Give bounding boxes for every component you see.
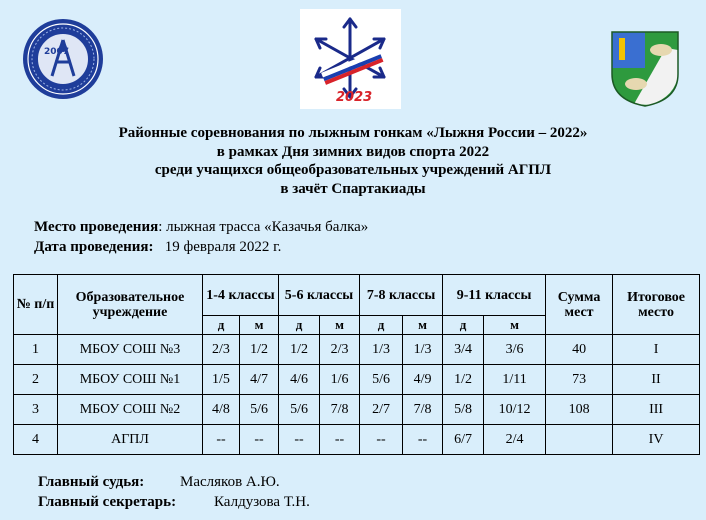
subheader-girls: д: [443, 316, 484, 335]
header-grades-9-11: 9-11 классы: [443, 275, 546, 316]
subheader-boys: м: [403, 316, 443, 335]
result-cell: --: [203, 425, 240, 455]
result-cell: 1/6: [320, 365, 360, 395]
result-cell: --: [403, 425, 443, 455]
table-row: [14, 395, 700, 425]
row-final-place: IV: [613, 425, 700, 455]
result-cell: 2/3: [320, 335, 360, 365]
result-cell: 7/8: [403, 395, 443, 425]
district-coat-of-arms-icon: [606, 28, 684, 108]
result-cell: 5/6: [240, 395, 279, 425]
svg-text:2007: 2007: [44, 47, 70, 57]
row-school: МБОУ СОШ №3: [58, 335, 203, 365]
venue-label: Место проведения: [34, 219, 159, 235]
date-info: [34, 239, 281, 256]
result-cell: 7/8: [320, 395, 360, 425]
result-cell: 4/9: [403, 365, 443, 395]
row-number: 3: [14, 395, 58, 425]
subheader-girls: д: [279, 316, 320, 335]
chief-secretary-name: Калдузова Т.Н.: [214, 494, 310, 510]
table-row: [14, 365, 700, 395]
result-cell: 2/4: [484, 425, 546, 455]
date-value: 19 февраля 2022 г.: [164, 239, 282, 255]
table-row: [14, 425, 700, 455]
result-cell: 3/4: [443, 335, 484, 365]
header-number: № п/п: [14, 275, 58, 335]
result-cell: 4/7: [240, 365, 279, 395]
result-cell: 4/6: [279, 365, 320, 395]
subheader-boys: м: [320, 316, 360, 335]
result-cell: 10/12: [484, 395, 546, 425]
svg-text:2023: 2023: [336, 90, 373, 105]
title-line-2: в рамках Дня зимних видов спорта 2022: [216, 143, 490, 160]
header-grades-7-8: 7-8 классы: [360, 275, 443, 316]
result-cell: 5/6: [279, 395, 320, 425]
result-cell: 6/7: [443, 425, 484, 455]
date-label: Дата проведения:: [34, 239, 154, 255]
result-cell: --: [279, 425, 320, 455]
result-cell: 4/8: [203, 395, 240, 425]
subheader-boys: м: [484, 316, 546, 335]
row-sum: 108: [546, 395, 613, 425]
result-cell: 1/2: [240, 335, 279, 365]
chief-judge: [38, 474, 280, 491]
result-cell: 1/3: [360, 335, 403, 365]
chief-judge-label: Главный судья:: [38, 474, 145, 490]
row-sum: 40: [546, 335, 613, 365]
title-line-1: Районные соревнования по лыжным гонкам «Лыжня России – 2022»: [118, 125, 588, 141]
header-school: Образовательное учреждение: [58, 275, 203, 335]
subheader-girls: д: [203, 316, 240, 335]
subheader-girls: д: [360, 316, 403, 335]
row-school: МБОУ СОШ №2: [58, 395, 203, 425]
header-grades-1-4: 1-4 классы: [203, 275, 279, 316]
row-final-place: I: [613, 335, 700, 365]
header-sum: Сумма мест: [546, 275, 613, 335]
row-sum: [546, 425, 613, 455]
result-cell: 5/8: [443, 395, 484, 425]
school-sports-emblem-icon: [22, 18, 104, 100]
venue-value: : лыжная трасса «Казачья балка»: [158, 219, 369, 235]
result-cell: 1/3: [403, 335, 443, 365]
result-cell: 3/6: [484, 335, 546, 365]
result-cell: 1/2: [443, 365, 484, 395]
subheader-boys: м: [240, 316, 279, 335]
row-school: МБОУ СОШ №1: [58, 365, 203, 395]
row-final-place: II: [613, 365, 700, 395]
chief-secretary: [38, 494, 310, 511]
row-final-place: III: [613, 395, 700, 425]
result-cell: 1/2: [279, 335, 320, 365]
result-cell: --: [360, 425, 403, 455]
header-grades-5-6: 5-6 классы: [279, 275, 360, 316]
header-final-place: Итоговое место: [613, 275, 700, 335]
row-sum: 73: [546, 365, 613, 395]
result-cell: 1/5: [203, 365, 240, 395]
chief-secretary-label: Главный секретарь:: [38, 494, 177, 510]
row-school: АГПЛ: [58, 425, 203, 455]
title-line-4: в зачёт Спартакиады: [280, 180, 426, 197]
row-number: 2: [14, 365, 58, 395]
lyzhnya-rossii-snowflake-icon: [300, 9, 401, 109]
row-number: 4: [14, 425, 58, 455]
result-cell: 2/7: [360, 395, 403, 425]
table-row: [14, 335, 700, 365]
venue-info: [34, 219, 368, 236]
result-cell: --: [240, 425, 279, 455]
result-cell: --: [320, 425, 360, 455]
title-line-3: среди учащихся общеобразовательных учреждений АГПЛ: [154, 162, 552, 178]
document-title: [0, 124, 706, 198]
result-cell: 1/11: [484, 365, 546, 395]
chief-judge-name: Масляков А.Ю.: [180, 474, 280, 490]
row-number: 1: [14, 335, 58, 365]
result-cell: 5/6: [360, 365, 403, 395]
result-cell: 2/3: [203, 335, 240, 365]
results-table: [13, 274, 700, 455]
